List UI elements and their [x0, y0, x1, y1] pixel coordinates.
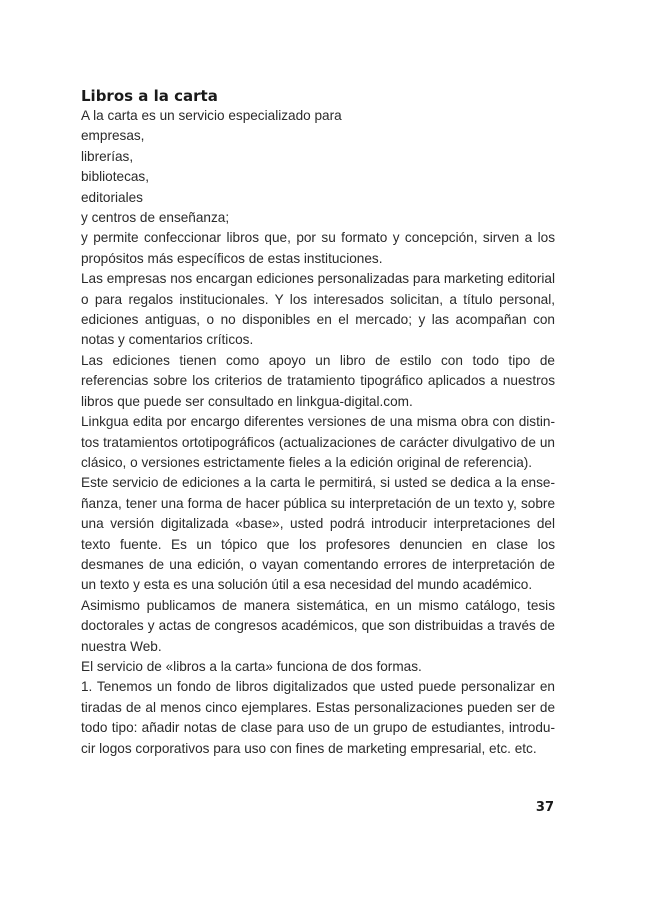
paragraph: Este servicio de ediciones a la carta le permitirá, si usted se dedica a la enseñanza, tener una forma de hacer pública su interpretación de un texto y, sobre una versión digitalizada «base», usted podrá introducir interpretaciones del texto fuente. Es un tópico que los profesores denuncien en clase los desmanes de una edición, o vayan comentando errores de interpretación de un texto y esta es una solución útil a esa necesidad del mundo académico. [81, 475, 555, 593]
paragraph: y permite confeccionar libros que, por su formato y concepción, sirven a los propósitos más específicos de estas instituciones. [81, 230, 555, 266]
intro-line: A la carta es un servicio especializado para [81, 108, 342, 123]
paragraph: Las ediciones tienen como apoyo un libro de estilo con todo tipo de referencias sobre los criterios de tratamiento tipográfico aplicados a nuestros libros que puede ser consultado en linkgua-digital.com. [81, 352, 555, 409]
page-number: 37 [535, 800, 554, 815]
paragraph: Asimismo publicamos de manera sistemática, en un mismo catálogo, tesis doctorales y actas de congresos académicos, que son distribuidas a través de nuestra Web. [81, 597, 555, 654]
intro-line: librerías, [81, 148, 134, 164]
intro-line: bibliotecas, [81, 169, 150, 185]
page-body [81, 86, 555, 759]
intro-line: empresas, [81, 128, 145, 144]
intro-line: y centros de enseñanza; [81, 210, 230, 226]
paragraph: 1. Tenemos un fondo de libros digitalizados que usted puede personalizar en tiradas de al menos cinco ejemplares. Estas personalizaciones pueden ser de todo tipo: añadir notas de clase para uso de un grupo de estudiantes, introducir logos corporativos para uso con fines de marketing empresarial, etc. etc. [81, 679, 555, 756]
paragraph: Linkgua edita por encargo diferentes versiones de una misma obra con distintos tratamientos ortotipográficos (actualizaciones de carácter divulgativo de un clásico, o versiones estrictamente fieles a la edición original de referencia). [81, 414, 555, 470]
intro-line: editoriales [81, 189, 143, 205]
paragraph: Las empresas nos encargan ediciones personalizadas para marketing editorial o para regalos institucionales. Y los interesados solicitan, a título personal, ediciones antiguas, o no disponibles en el mercado; y las acompañan con notas y comentarios críticos. [81, 271, 555, 348]
section-heading: Libros a la carta [81, 87, 218, 105]
paragraph: El servicio de «libros a la carta» funciona de dos formas. [81, 658, 422, 674]
